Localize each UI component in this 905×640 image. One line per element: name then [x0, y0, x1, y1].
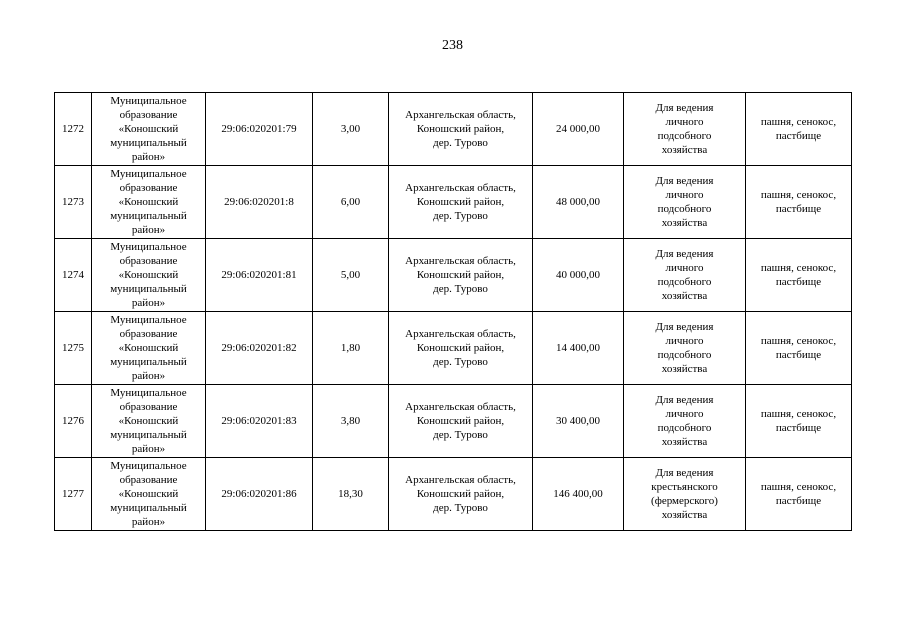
- table-row: [55, 93, 852, 166]
- cadastral-number-cell: 29:06:020201:79: [206, 93, 313, 166]
- address-cell: Архангельская область, Коношский район, дер. Турово: [389, 312, 533, 385]
- owner-cell: Муниципальное образование «Коношский муниципальный район»: [92, 93, 206, 166]
- address-cell: Архангельская область, Коношский район, дер. Турово: [389, 166, 533, 239]
- price-cell: 14 400,00: [533, 312, 624, 385]
- table-row: [55, 458, 852, 531]
- area-cell: 5,00: [313, 239, 389, 312]
- permitted-use-cell: Для ведения личного подсобного хозяйства: [624, 312, 746, 385]
- price-cell: 40 000,00: [533, 239, 624, 312]
- page-number: 238: [442, 38, 463, 53]
- area-cell: 3,00: [313, 93, 389, 166]
- price-cell: 146 400,00: [533, 458, 624, 531]
- permitted-use-cell: Для ведения личного подсобного хозяйства: [624, 239, 746, 312]
- owner-cell: Муниципальное образование «Коношский муниципальный район»: [92, 239, 206, 312]
- area-cell: 18,30: [313, 458, 389, 531]
- row-number-cell: 1273: [55, 166, 92, 239]
- cadastral-number-cell: 29:06:020201:82: [206, 312, 313, 385]
- price-cell: 30 400,00: [533, 385, 624, 458]
- table-row: [55, 385, 852, 458]
- owner-cell: Муниципальное образование «Коношский муниципальный район»: [92, 458, 206, 531]
- land-kind-cell: пашня, сенокос, пастбище: [746, 93, 852, 166]
- address-cell: Архангельская область, Коношский район, дер. Турово: [389, 239, 533, 312]
- price-cell: 24 000,00: [533, 93, 624, 166]
- land-kind-cell: пашня, сенокос, пастбище: [746, 239, 852, 312]
- cadastral-number-cell: 29:06:020201:83: [206, 385, 313, 458]
- row-number-cell: 1275: [55, 312, 92, 385]
- permitted-use-cell: Для ведения личного подсобного хозяйства: [624, 93, 746, 166]
- owner-cell: Муниципальное образование «Коношский муниципальный район»: [92, 166, 206, 239]
- area-cell: 6,00: [313, 166, 389, 239]
- table-row: [55, 239, 852, 312]
- address-cell: Архангельская область, Коношский район, дер. Турово: [389, 385, 533, 458]
- cadastral-number-cell: 29:06:020201:8: [206, 166, 313, 239]
- permitted-use-cell: Для ведения крестьянского (фермерского) хозяйства: [624, 458, 746, 531]
- cadastral-number-cell: 29:06:020201:86: [206, 458, 313, 531]
- area-cell: 3,80: [313, 385, 389, 458]
- cadastral-number-cell: 29:06:020201:81: [206, 239, 313, 312]
- land-kind-cell: пашня, сенокос, пастбище: [746, 166, 852, 239]
- table-row: [55, 312, 852, 385]
- address-cell: Архангельская область, Коношский район, дер. Турово: [389, 458, 533, 531]
- row-number-cell: 1272: [55, 93, 92, 166]
- row-number-cell: 1277: [55, 458, 92, 531]
- owner-cell: Муниципальное образование «Коношский муниципальный район»: [92, 385, 206, 458]
- row-number-cell: 1274: [55, 239, 92, 312]
- table-row: [55, 166, 852, 239]
- land-plots-table: [54, 92, 852, 531]
- owner-cell: Муниципальное образование «Коношский муниципальный район»: [92, 312, 206, 385]
- address-cell: Архангельская область, Коношский район, дер. Турово: [389, 93, 533, 166]
- permitted-use-cell: Для ведения личного подсобного хозяйства: [624, 166, 746, 239]
- area-cell: 1,80: [313, 312, 389, 385]
- land-kind-cell: пашня, сенокос, пастбище: [746, 458, 852, 531]
- price-cell: 48 000,00: [533, 166, 624, 239]
- land-kind-cell: пашня, сенокос, пастбище: [746, 312, 852, 385]
- permitted-use-cell: Для ведения личного подсобного хозяйства: [624, 385, 746, 458]
- row-number-cell: 1276: [55, 385, 92, 458]
- land-kind-cell: пашня, сенокос, пастбище: [746, 385, 852, 458]
